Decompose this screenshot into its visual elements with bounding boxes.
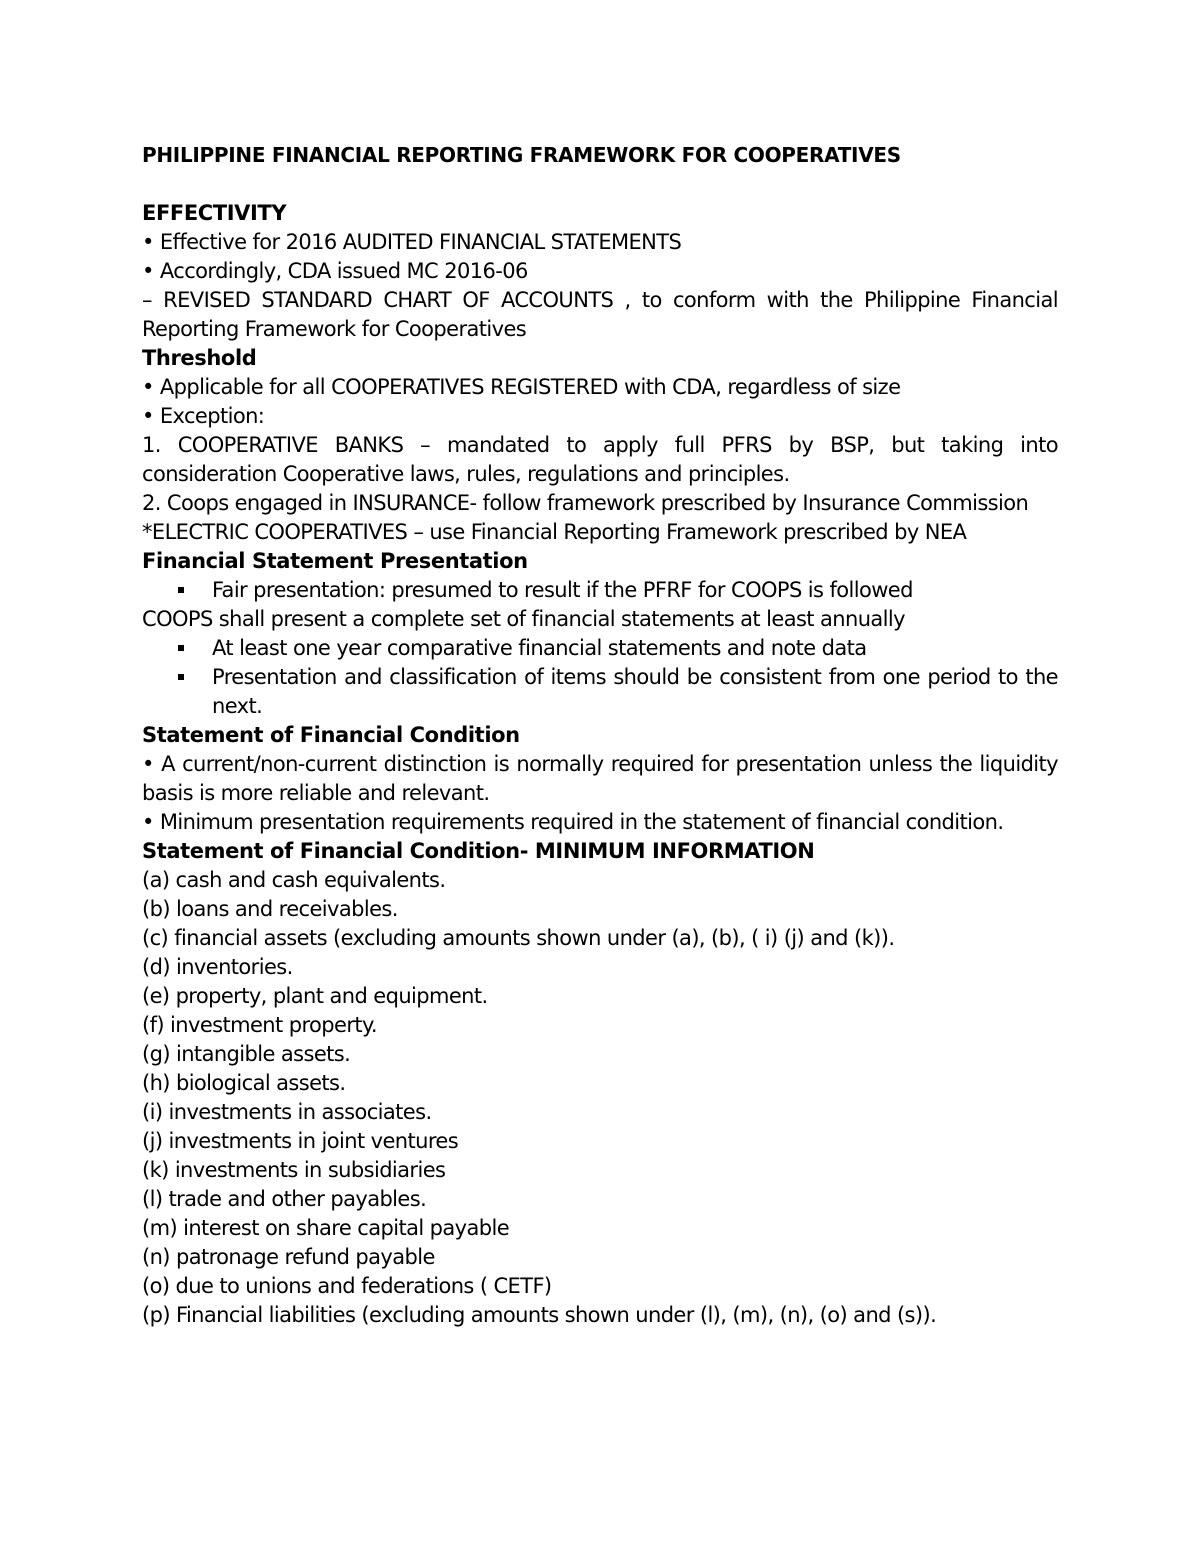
square-bullet-icon — [178, 645, 184, 651]
fs-presentation-heading: Financial Statement Presentation — [142, 549, 528, 573]
list-item: (n) patronage refund payable — [142, 1245, 435, 1269]
effectivity-line: • Accordingly, CDA issued MC 2016-06 — [142, 259, 528, 283]
sfc-line: • A current/non-current distinction is normally required for presentation unless the liquidity basis is more reliable and relevant. — [142, 752, 1058, 805]
list-item: (o) due to unions and federations ( CETF) — [142, 1274, 552, 1298]
list-item: (e) property, plant and equipment. — [142, 984, 488, 1008]
list-item: (i) investments in associates. — [142, 1100, 432, 1124]
threshold-line: • Applicable for all COOPERATIVES REGISTERED with CDA, regardless of size — [142, 375, 901, 399]
list-item: (j) investments in joint ventures — [142, 1129, 459, 1153]
list-item — [142, 576, 1058, 605]
sfc-min-list — [142, 866, 1058, 1330]
list-item: (l) trade and other payables. — [142, 1187, 427, 1211]
list-item: (d) inventories. — [142, 955, 293, 979]
sfc-min-heading: Statement of Financial Condition- MINIMUM INFORMATION — [142, 839, 815, 863]
list-item: (h) biological assets. — [142, 1071, 346, 1095]
sfc-line: • Minimum presentation requirements required in the statement of financial condition. — [142, 810, 1004, 834]
threshold-line: *ELECTRIC COOPERATIVES – use Financial Reporting Framework prescribed by NEA — [142, 520, 967, 544]
effectivity-heading: EFFECTIVITY — [142, 201, 287, 225]
list-item: (p) Financial liabilities (excluding amounts shown under (l), (m), (n), (o) and (s)). — [142, 1303, 937, 1327]
effectivity-line: – REVISED STANDARD CHART OF ACCOUNTS , to conform with the Philippine Financial Reporting Framework for Cooperatives — [142, 288, 1058, 341]
list-item: (b) loans and receivables. — [142, 897, 398, 921]
list-item: (a) cash and cash equivalents. — [142, 868, 446, 892]
list-item: (k) investments in subsidiaries — [142, 1158, 446, 1182]
list-item-text: At least one year comparative financial statements and note data — [212, 636, 867, 660]
list-item-text: Fair presentation: presumed to result if the PFRF for COOPS is followed — [212, 578, 913, 602]
fs-presentation-line: COOPS shall present a complete set of financial statements at least annually — [142, 607, 905, 631]
list-item-text: Presentation and classification of items should be consistent from one period to the next. — [212, 665, 1058, 718]
list-item — [142, 663, 1058, 721]
list-item: (f) investment property. — [142, 1013, 377, 1037]
fs-presentation-list — [142, 634, 1058, 721]
fs-presentation-list — [142, 576, 1058, 605]
threshold-line: • Exception: — [142, 404, 265, 428]
sfc-heading: Statement of Financial Condition — [142, 723, 520, 747]
document-body — [142, 141, 1058, 1330]
list-item: (g) intangible assets. — [142, 1042, 351, 1066]
threshold-line: 2. Coops engaged in INSURANCE- follow framework prescribed by Insurance Commission — [142, 491, 1029, 515]
list-item — [142, 634, 1058, 663]
square-bullet-icon — [178, 587, 184, 593]
document-title: PHILIPPINE FINANCIAL REPORTING FRAMEWORK FOR COOPERATIVES — [142, 143, 901, 167]
threshold-heading: Threshold — [142, 346, 257, 370]
list-item: (c) financial assets (excluding amounts shown under (a), (b), ( i) (j) and (k)). — [142, 926, 895, 950]
effectivity-line: • Effective for 2016 AUDITED FINANCIAL STATEMENTS — [142, 230, 682, 254]
list-item: (m) interest on share capital payable — [142, 1216, 510, 1240]
square-bullet-icon — [178, 674, 184, 680]
threshold-line: 1. COOPERATIVE BANKS – mandated to apply full PFRS by BSP, but taking into consideration Cooperative laws, rules, regulations and principles. — [142, 433, 1058, 486]
